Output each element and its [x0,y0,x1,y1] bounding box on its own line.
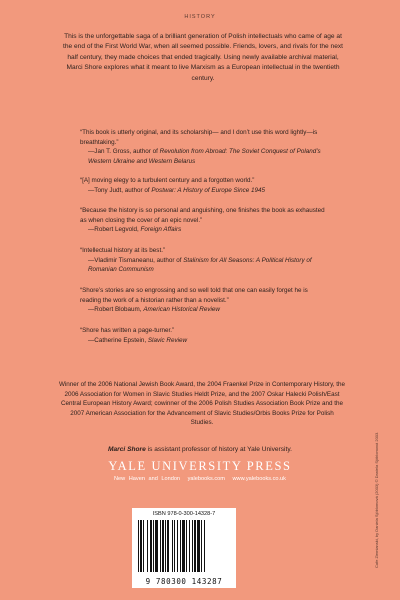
author-bio: Marci Shore is assistant professor of history at Yale University. [108,446,292,453]
publisher-info [0,476,400,482]
quote-text: “Shore has written a page-turner.” [80,327,175,334]
quote-work-title: American Historical Review [143,306,220,314]
quote-attribution: —Tony Judt, author of Postwar: A History of Europe Since 1945 [88,186,265,194]
quote-text: “Shore’s stories are so engrossing and so well told that one can easily forget he is reading the work of a historian rather than a novelist.” [80,287,308,304]
publisher-name: YALE UNIVERSITY PRESS [108,459,292,473]
category-label: HISTORY [184,14,216,20]
book-description: This is the unforgettable saga of a brilliant generation of Polish intellectuals who came of age at the end of the First World War, when all seemed possible. Friends, lovers, and rivals for the next half century, they made choices that ended tragically. Using newly available archival material, Marci Shore explores what it meant to live Marxism as a European intellectual in the twentieth century. [63,33,343,82]
quote-work-title: Slavic Review [147,336,188,344]
isbn-label: ISBN 978-0-300-14328-7 [152,511,216,517]
review-quote [80,128,326,166]
publisher-website-uk: www.yalebooks.co.uk [232,476,286,482]
quote-attribution: —Vladimir Tismaneanu, author of Stalinism for All Seasons: A Political History of Romanian Communism [88,256,312,274]
quote-work-title: Postwar: A History of Europe Since 1945 [151,186,265,194]
quote-attribution: —Jan T. Gross, author of Revolution from Abroad: The Soviet Conquest of Poland’s Western Ukraine and Western Belarus [88,148,321,165]
barcode-icon [138,520,230,572]
barcode-panel [132,508,236,588]
review-quote [80,286,326,315]
review-quote [80,246,326,275]
review-quote [80,206,326,235]
publisher-website: yalebooks.com [187,476,225,482]
quote-attribution: —Robert Blobaum, American Historical Review [88,306,220,314]
quote-text: “Because the history is so personal and anguishing, one finishes the book as exhausted as when closing the cover of an epic novel.” [80,207,325,224]
quote-text: “Intellectual history at its best.” [80,247,166,254]
review-quote [80,176,326,195]
quote-text: “[A] moving elegy to a turbulent century and a forgotten world.” [80,177,255,184]
author-name: Marci Shore [108,446,146,453]
review-quote [80,326,326,345]
barcode-number: 9 780300 143287 [145,577,223,586]
quote-work-title: Stalinism for All Seasons: A Political History of Romanian Communism [88,256,312,274]
publisher-location: New Haven and London [114,476,181,482]
quote-text: “This book is utterly original, and its scholarship— and I don’t use this word lightly—is breathtaking.” [80,129,318,146]
quote-work-title: Foreign Affairs [140,226,182,234]
quote-work-title: Revolution from Abroad: The Soviet Conquest of Poland’s Western Ukraine and Western Belarus [88,148,321,165]
awards-paragraph: Winner of the 2006 National Jewish Book Award, the 2004 Fraenkel Prize in Contemporary History, the 2006 Association for Women in Slavic Studies Heldt Prize, and the 2007 Oskar Halecki Polish/East Central European History Award; cowinner of the 2006 Polish Studies Association Book Prize and the 2007 American Association for the Advancement of Slavic Studies/Orbis Books Prize for Polish Studies. [58,381,346,427]
quote-attribution: —Robert Legvold, Foreign Affairs [88,226,182,234]
cover-credit: Cafe Ziemianski, by Daniela Sjöblomová (2003) © Daniela Sjöblomová 2003. [374,431,379,568]
quote-attribution: —Catherine Epstein, Slavic Review [88,336,188,344]
